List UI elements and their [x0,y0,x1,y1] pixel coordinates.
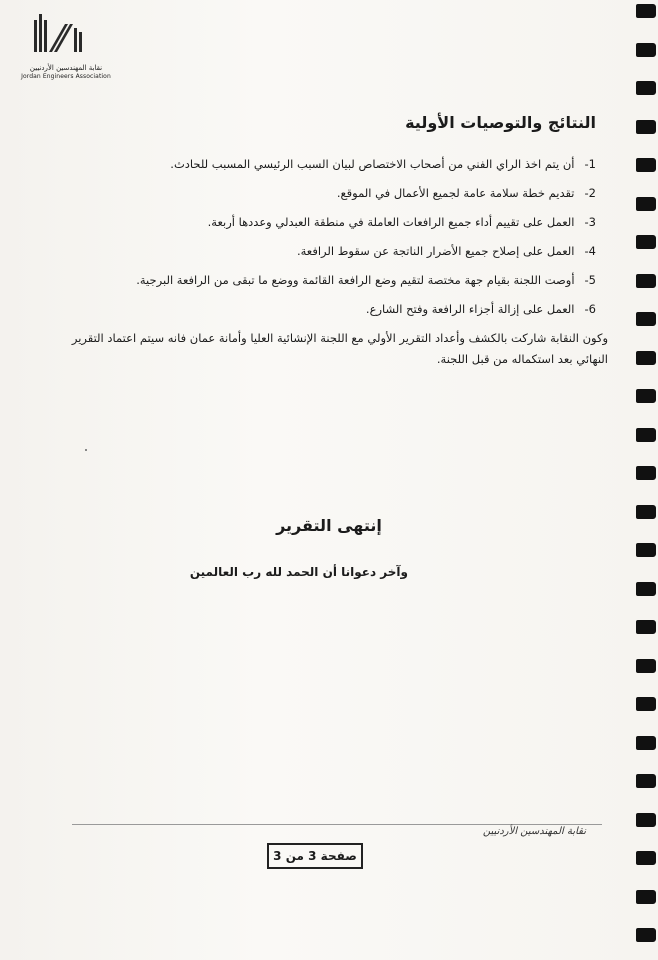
list-item [76,243,596,259]
binding-tab [636,620,656,634]
item-number: 1- [584,157,596,171]
binding-tab [636,389,656,403]
recommendations-list [76,156,596,330]
list-item [76,301,596,317]
binding-tab [636,736,656,750]
list-item [76,185,596,201]
closing-prayer: وآخر دعوانا أن الحمد لله رب العالمين [189,565,408,579]
item-number: 3- [584,215,596,229]
binding-tab [636,543,656,557]
binding-tab [636,813,656,827]
binding-tab [636,466,656,480]
binding-tab [636,197,656,211]
closing-paragraph: وكون النقابة شاركت بالكشف وأعداد التقرير الأولي مع اللجنة الإنشائية العليا وأمانة عمان فانه سيتم اعتماد التقرير النهائي بعد استكماله من قبل اللجنة. [71,331,608,366]
list-item [76,156,596,172]
spiral-binding [626,0,658,960]
binding-tab [636,274,656,288]
binding-tab [636,928,656,942]
item-text: أن يتم اخذ الراي الفني من أصحاب الاختصاص لبيان السبب الرئيسي المسبب للحادث. [170,157,575,171]
item-number: 5- [584,273,596,287]
item-text: العمل على تقييم أداء جميع الرافعات العاملة في منطقة العبدلي وعددها أربعة. [207,215,575,229]
item-text: العمل على إزالة أجزاء الرافعة وفتح الشارع. [365,302,575,316]
binding-tab [636,81,656,95]
binding-tab [636,312,656,326]
item-number: 2- [584,186,596,200]
speck [85,449,87,451]
item-number: 4- [584,244,596,258]
binding-tab [636,582,656,596]
list-item [76,214,596,230]
footer-organization: نقابة المهندسين الأردنيين [482,826,586,837]
binding-tab [636,697,656,711]
binding-tab [636,428,656,442]
logo-english-name: Jordan Engineers Association [21,73,111,80]
item-text: العمل على إصلاح جميع الأضرار الناتجة عن سقوط الرافعة. [296,244,575,258]
item-number: 6- [584,302,596,316]
binding-tab [636,774,656,788]
binding-tab [636,120,656,134]
binding-tab [636,659,656,673]
binding-tab [636,43,656,57]
item-text: أوصت اللجنة بقيام جهة مختصة لتقيم وضع الرافعة القائمة ووضع ما تبقى من الرافعة البرجية. [136,273,575,287]
binding-tab [636,235,656,249]
jea-logo [16,10,116,80]
binding-tab [636,505,656,519]
section-heading: النتائج والتوصيات الأولية [405,113,596,132]
list-item [76,272,596,288]
item-text: تقديم خطة سلامة عامة لجميع الأعمال في الموقع. [336,186,575,200]
end-of-report-title: إنتهى التقرير [276,516,382,535]
binding-tab [636,158,656,172]
binding-tab [636,4,656,18]
logo-arabic-name: نقابة المهندسين الأردنيين [29,64,103,72]
binding-tab [636,890,656,904]
binding-tab [636,351,656,365]
binding-tab [636,851,656,865]
footer-divider [72,824,602,825]
page-number: صفحة 3 من 3 [267,843,363,869]
jea-logo-icon [16,10,116,62]
